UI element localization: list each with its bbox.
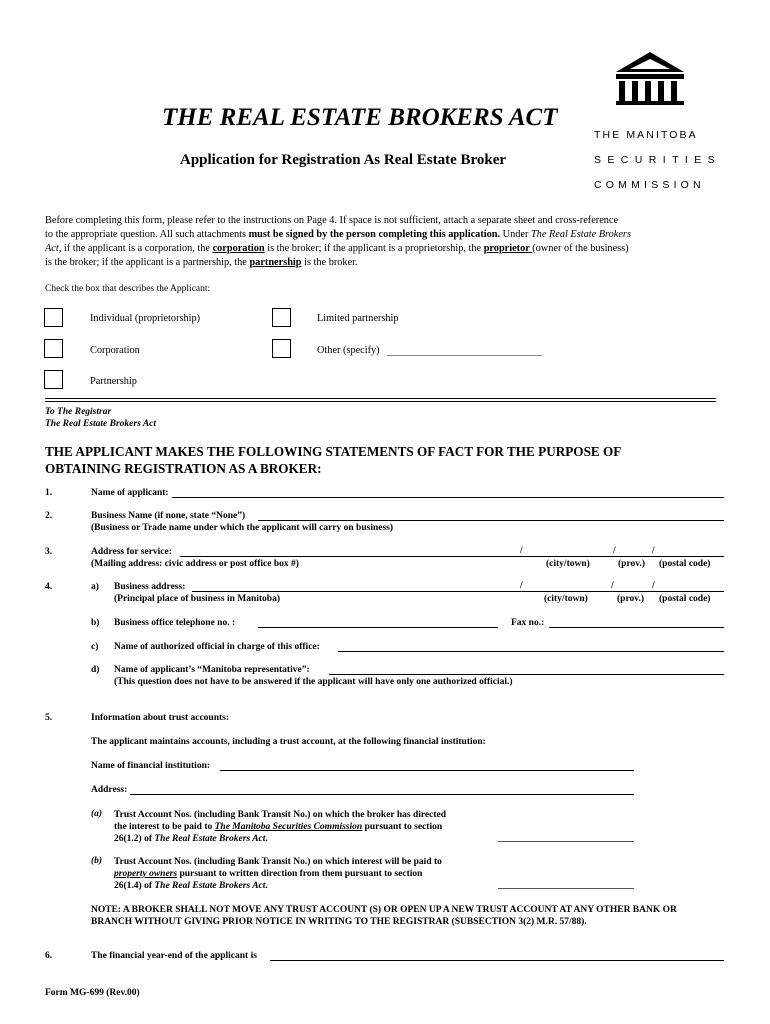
q4d-letter: d) <box>91 665 100 675</box>
partnership-label: Partnership <box>90 376 137 387</box>
logo-line-1: THE MANITOBA <box>594 129 698 141</box>
q4-number: 4. <box>45 582 53 592</box>
individual-checkbox[interactable] <box>44 308 63 327</box>
double-divider <box>45 398 716 402</box>
q4-slash-3: / <box>652 581 655 591</box>
limited-partnership-checkbox[interactable] <box>272 308 291 327</box>
q4c-letter: c) <box>91 642 99 652</box>
q5-label: Information about trust accounts: <box>91 713 230 723</box>
q4d-label: Name of applicant’s “Manitoba representative”: <box>114 665 310 675</box>
q5a-text: Trust Account Nos. (including Bank Transit No.) on which the broker has directed the interest to be paid to The Manitoba Securities Commission pursuant to section 26(1.2) of The Real Estate Brokers Act. <box>114 810 447 844</box>
q2-note: (Business or Trade name under which the applicant will carry on business) <box>91 523 394 533</box>
commission-logo <box>612 50 688 106</box>
q5b-letter: (b) <box>91 856 103 866</box>
q1-number: 1. <box>45 488 53 498</box>
corporation-checkbox[interactable] <box>44 339 63 358</box>
other-label: Other (specify) <box>317 345 380 356</box>
q3-slash-2: / <box>613 546 616 556</box>
intro-paragraph: Before completing this form, please refer to the instructions on Page 4. If space is not sufficient, attach a separate sheet and cross-reference to the appropriate question. All such attachments must be signed by the person completing this application. Under The Real Estate Brokers Act, if the applicant is a corporation, the corporation is the broker; if the applicant is a proprietorship, the proprietor (owner of the business) is the broker; if the applicant is a partnership, the partnership is the broker. <box>45 215 631 268</box>
other-specify-field[interactable] <box>387 355 542 356</box>
business-name-field[interactable] <box>258 520 724 521</box>
q5-institution-label: Name of financial institution: <box>91 761 211 771</box>
authorized-official-field[interactable] <box>338 651 724 652</box>
telephone-field[interactable] <box>258 627 498 628</box>
trust-account-commission-field[interactable] <box>498 841 634 842</box>
trust-account-owners-field[interactable] <box>498 888 634 889</box>
q6-number: 6. <box>45 951 53 961</box>
q3-prov-caption: (prov.) <box>618 559 646 569</box>
q4a-label: Business address: <box>114 582 186 592</box>
q4a-note: (Principal place of business in Manitoba) <box>114 594 280 604</box>
q4b-label: Business office telephone no. : <box>114 618 236 628</box>
q5b-text: Trust Account Nos. (including Bank Transit No.) on which interest will be paid to property owners pursuant to written direction from them pursuant to section 26(1.4) of The Real Estate Brokers Act. <box>114 857 442 891</box>
q1-label: Name of applicant: <box>91 488 169 498</box>
logo-line-2: SECURITIES <box>594 154 722 166</box>
logo-line-3: COMMISSION <box>594 179 705 191</box>
q4-prov-caption: (prov.) <box>617 594 645 604</box>
registrar-line-2: The Real Estate Brokers Act <box>45 419 157 429</box>
q3-number: 3. <box>45 547 53 557</box>
manitoba-representative-field[interactable] <box>329 674 724 675</box>
q4-postal-caption: (postal code) <box>659 594 711 604</box>
institution-address-field[interactable] <box>130 794 634 795</box>
fax-label: Fax no.: <box>511 618 545 628</box>
q4-slash-1: / <box>520 581 523 591</box>
business-address-field[interactable] <box>192 591 724 592</box>
q3-note: (Mailing address: civic address or post office box #) <box>91 559 299 569</box>
financial-year-end-field[interactable] <box>270 960 724 961</box>
trust-account-note: NOTE: A BROKER SHALL NOT MOVE ANY TRUST ACCOUNT (S) OR OPEN UP A NEW TRUST ACCOUNT AT ANY OTHER BANK OR BRANCH WITHOUT GIVING PRIOR NOTICE IN WRITING TO THE REGISTRAR (SUBSECTION 3(2) M.R. 57/88). <box>91 905 677 927</box>
q2-label: Business Name (if none, state “None”) <box>91 511 246 521</box>
q4a-letter: a) <box>91 582 99 592</box>
limited-partnership-label: Limited partnership <box>317 313 399 324</box>
q4-city-caption: (city/town) <box>544 594 588 604</box>
q4b-letter: b) <box>91 618 100 628</box>
q3-slash-1: / <box>520 546 523 556</box>
check-prompt: Check the box that describes the Applicant: <box>45 284 211 294</box>
page-subtitle: Application for Registration As Real Estate Broker <box>180 152 507 168</box>
partnership-checkbox[interactable] <box>44 370 63 389</box>
corporation-label: Corporation <box>90 345 140 356</box>
form-number: Form MG-699 (Rev.00) <box>45 988 140 998</box>
q4d-note: (This question does not have to be answered if the applicant will have only one authorized official.) <box>114 677 513 687</box>
q5-number: 5. <box>45 713 53 723</box>
registrar-line-1: To The Registrar <box>45 407 112 417</box>
q3-label: Address for service: <box>91 547 172 557</box>
other-checkbox[interactable] <box>272 339 291 358</box>
q2-number: 2. <box>45 511 53 521</box>
service-address-field[interactable] <box>180 556 724 557</box>
q4-slash-2: / <box>611 581 614 591</box>
page-title: THE REAL ESTATE BROKERS ACT <box>162 104 558 131</box>
fax-field[interactable] <box>549 627 724 628</box>
q5-address-label: Address: <box>91 785 128 795</box>
q3-slash-3: / <box>652 546 655 556</box>
statement-heading: THE APPLICANT MAKES THE FOLLOWING STATEMENTS OF FACT FOR THE PURPOSE OF OBTAINING REGISTRATION AS A BROKER: <box>45 444 622 476</box>
individual-label: Individual (proprietorship) <box>90 313 201 324</box>
building-icon <box>612 50 688 106</box>
q6-label: The financial year-end of the applicant is <box>91 951 257 961</box>
financial-institution-field[interactable] <box>220 770 634 771</box>
applicant-name-field[interactable] <box>172 497 724 498</box>
q4c-label: Name of authorized official in charge of this office: <box>114 642 320 652</box>
q3-city-caption: (city/town) <box>546 559 590 569</box>
q3-postal-caption: (postal code) <box>659 559 711 569</box>
q5a-letter: (a) <box>91 809 103 819</box>
q5-maintains: The applicant maintains accounts, including a trust account, at the following financial institution: <box>91 737 486 747</box>
